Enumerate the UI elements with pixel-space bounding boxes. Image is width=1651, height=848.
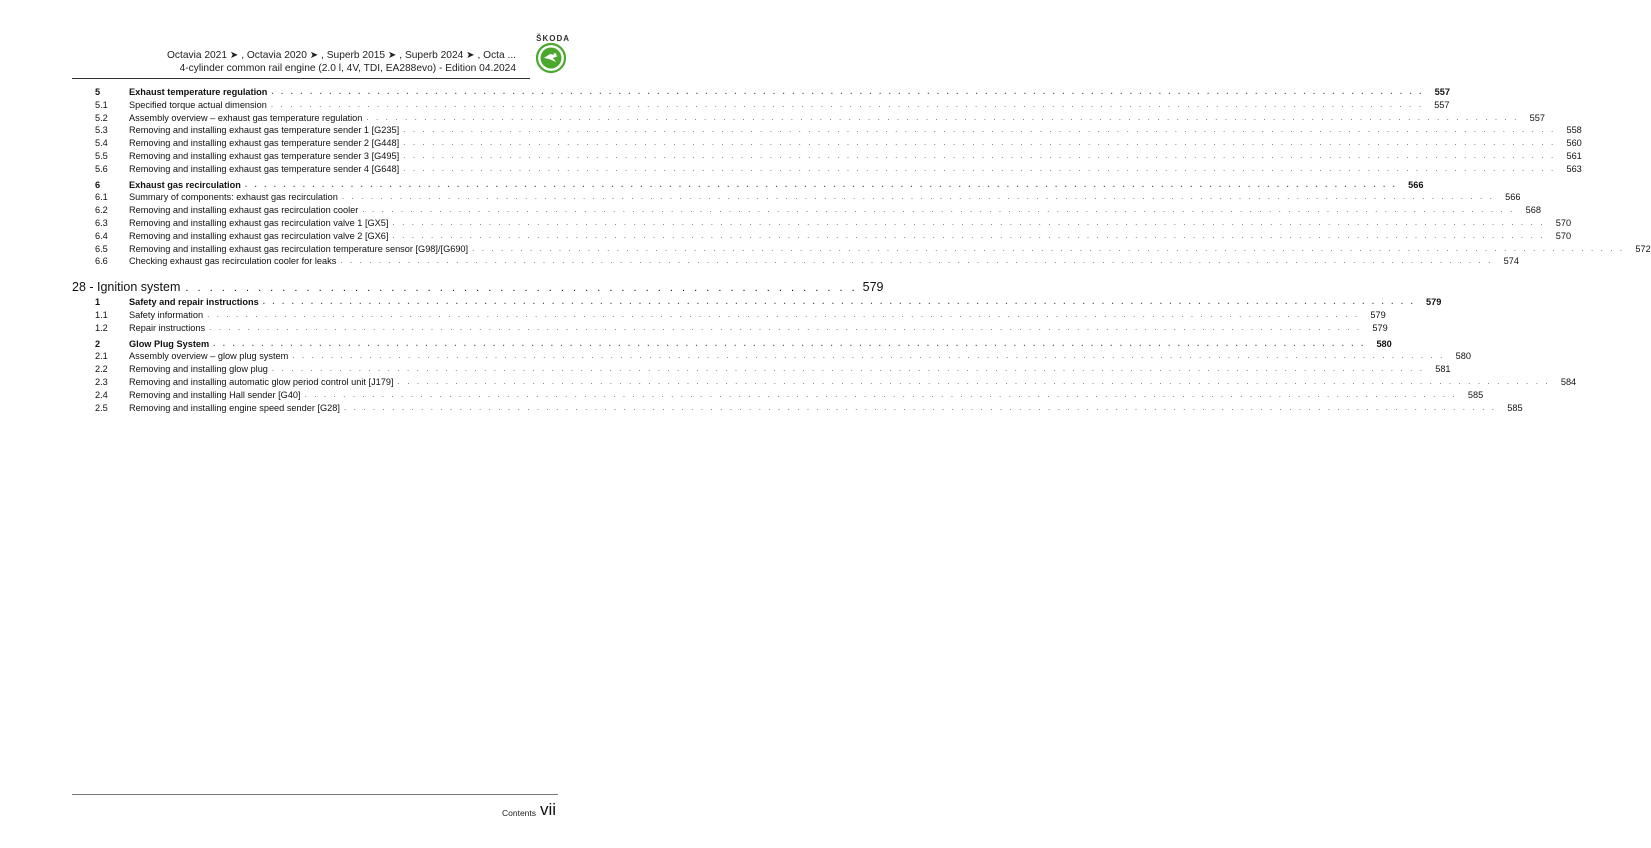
toc-entry[interactable]: [95, 309, 1386, 322]
entry-page: 580: [1455, 351, 1471, 362]
leader-dots: . . . . . . . . . . . . . . . . . . . . . . . . . . . . . . . . . . . . . . . . . . . . . . . . . . . . . . . . . . . . . . . . . . . . . . . . . . . . . . . . . . . . . . . . . . . . . . . . . . . . . . . . . . . . . . . . . . . . . . . .: [403, 163, 1556, 173]
entry-page: 574: [1503, 256, 1519, 267]
toc-entry[interactable]: [95, 204, 1541, 217]
entry-page: 579: [1372, 322, 1388, 333]
entry-title: Exhaust gas recirculation: [129, 179, 241, 190]
entry-title: Checking exhaust gas recirculation cooler for leaks: [129, 256, 337, 267]
entry-title: Assembly overview – exhaust gas temperature regulation: [129, 112, 363, 123]
entry-title: Assembly overview – glow plug system: [129, 351, 289, 362]
leader-dots: . . . . . . . . . . . . . . . . . . . . . . . . . . . . . . . . . . . . . . . . . . . . . . . . . . . . . . . . . . . . . . . . . . . . . . . . . . . . . . . . . . . . . . . . . . . . . . . . . . . . . . . . . . . . . . . . . . . . . . . .: [271, 364, 1425, 374]
entry-title: Removing and installing Hall sender [G40]: [129, 389, 301, 400]
leader-dots: . . . . . . . . . . . . . . . . . . . . . . . . . . . . . . . . . . . . . . . . . . . . . . . . . . . . . . . . . . . . . . . . . . . . . . . . . . . . . . . . . . . . . . . . . . . . . . . . . . . . . . . . . . . . . . . . . . . . . . . .: [343, 402, 1497, 412]
entry-number: 6.3: [95, 217, 108, 228]
entry-number: 6.5: [95, 243, 108, 254]
footer-label: Contents: [502, 808, 537, 818]
entry-number: 5.6: [95, 163, 108, 174]
toc-entry[interactable]: [95, 350, 1471, 363]
entry-page: 568: [1525, 205, 1541, 216]
leader-dots: . . . . . . . . . . . . . . . . . . . . . . . . . . . . . . . . . . . . . . . . . . . . . . . . . . . . . . . . . . . . . . . . . . . . . . . . . . . . . . . . . . . . . . . . . . . . . . . . . . . . . . . . . . . . . . . . . . . . . . . .: [403, 138, 1556, 148]
leader-dots: . . . . . . . . . . . . . . . . . . . . . . . . . . . . . . . . . . . . . . . . . . . . . . . . . . . . . . . . . . . . . . . . . . . . . . . . . . . . . . . . . . . . . . . . . . . . . . . . . . . . . . . . . . . . . . . . . . . . . . . .: [271, 87, 1424, 96]
brand-wordmark: ŠKODA: [536, 34, 570, 43]
toc-section-2: [95, 338, 1577, 415]
entry-title: Removing and installing exhaust gas recirculation valve 1 [GX5]: [129, 217, 389, 228]
entry-title: Specified torque actual dimension: [129, 99, 267, 110]
toc-section-heading[interactable]: [95, 179, 1424, 192]
entry-page: 585: [1467, 389, 1484, 400]
toc-entry[interactable]: [95, 137, 1582, 150]
entry-page: 566: [1505, 192, 1521, 203]
entry-number: 5.1: [95, 99, 108, 110]
entry-page: 563: [1566, 163, 1582, 174]
entry-page: 557: [1529, 112, 1546, 123]
toc-entry[interactable]: [95, 124, 1582, 137]
entry-page: 572: [1635, 243, 1651, 254]
footer-page-number: vii: [540, 800, 557, 819]
leader-dots: . . . . . . . . . . . . . . . . . . . . . . . . . . . . . . . . . . . . . . . . . . . . . . . . . . . . . . . . . . . . . . . . . . . . . . . . . . . . . . . . . . . . . . . . . . . . . . . . . . . . . . . . . . . . . . . . . . . . . . . .: [270, 99, 1424, 109]
toc-section-heading[interactable]: [95, 296, 1442, 309]
footer-divider: [72, 794, 558, 795]
toc-section-heading[interactable]: [95, 86, 1450, 99]
toc-entry[interactable]: [95, 99, 1450, 112]
leader-dots: . . . . . . . . . . . . . . . . . . . . . . . . . . . . . . . . . . . . . . . . . . . . . . . . . . . . . . . . . . . . . . . . . . . . . . . . . . . . . . . . . . . . . . . . . . . . . . . . . . . . . . . . . . . . . . . . . . . . . . . .: [340, 256, 1493, 266]
entry-number: 2: [95, 338, 101, 349]
entry-number: 6: [95, 179, 101, 190]
toc-section-heading[interactable]: [95, 338, 1392, 351]
leader-dots: . . . . . . . . . . . . . . . . . . . . . . . . . . . . . . . . . . . . . . . . . . . . . . . . . . . . . . . . . . . . . . . . . . . . . . . . . . . . . . . . . . . . . . . . . . . . . . . . . . . . . . . . . . . . . . . . . . . . . . . .: [292, 351, 1445, 361]
entry-page: 570: [1555, 217, 1572, 228]
chapter-title: 28 - Ignition system: [72, 280, 181, 295]
entry-title: Removing and installing exhaust gas temperature sender 1 [G235]: [129, 125, 400, 136]
entry-title: Summary of components: exhaust gas recirculation: [129, 192, 338, 203]
toc-section-1: [95, 296, 1442, 334]
entry-number: 6.4: [95, 230, 108, 241]
entry-page: 557: [1434, 87, 1450, 97]
leader-dots: . . . . . . . . . . . . . . . . . . . . . . . . . . . . . . . . . . . . . . . . . . . . . . . . . . . . . . . . . . . . . . . . . . . . . . . . . . . . . . . . . . . . . . . . . . . . . . . . . . . . . . . . . . . . . . . . . . . . . . . .: [341, 192, 1495, 202]
entry-number: 2.3: [95, 376, 108, 387]
header-models-line: Octavia 2021 ➤ , Octavia 2020 ➤ , Superb 2015 ➤ , Superb 2024 ➤ , Octa ...: [166, 50, 516, 61]
toc-entry[interactable]: [95, 389, 1484, 402]
toc-chapter-28[interactable]: [72, 276, 884, 295]
entry-number: 5: [95, 87, 101, 97]
entry-number: 6.1: [95, 192, 108, 203]
entry-number: 6.6: [95, 256, 108, 267]
toc-section-5: [95, 86, 1582, 176]
entry-title: Glow Plug System: [129, 338, 210, 349]
entry-number: 1: [95, 297, 101, 308]
leader-dots: . . . . . . . . . . . . . . . . . . . . . . . . . . . . . . . . . . . . . . . . . . . . . . . . . . . . . . . . . . . . . . . . . . . . . . . . . . . . . . . . . . . . . . . . . . . . . . . . . . . . . . . . . . . . . . . . . . . . . . . .: [397, 376, 1551, 386]
entry-page: 580: [1376, 338, 1392, 349]
entry-page: 566: [1408, 179, 1424, 190]
entry-title: Removing and installing automatic glow period control unit [J179]: [129, 376, 394, 387]
entry-page: 557: [1434, 99, 1450, 110]
entry-title: Safety and repair instructions: [129, 297, 259, 308]
leader-dots: . . . . . . . . . . . . . . . . . . . . . . . . . . . . . . . . . . . . . . . . . . . . . . . . . . . . . . . . . . . . . . . . . . . . . . . . . . . . . . . . . . . . . . . . . . . . . . . . . . . . . . . . . . . . . . . . . . . . . . . .: [244, 179, 1398, 189]
leader-dots: . . . . . . . . . . . . . . . . . . . . . . . . . . . . . . . . . . . . . . . . . . . . . . . . . . . . . . . . . . . . . . . . . . . . . . . . . . . . . . . . . . . . . . . . . . . . . . . . . . . . . . . . . . . . . . . . . . . . . . . .: [472, 243, 1625, 253]
entry-title: Removing and installing exhaust gas recirculation temperature sensor [G98]/[G690]: [129, 243, 469, 254]
entry-page: 579: [1370, 309, 1386, 320]
entry-page: 579: [1425, 297, 1442, 308]
table-of-contents: [72, 86, 1651, 414]
entry-number: 5.3: [95, 125, 108, 136]
entry-title: Repair instructions: [129, 322, 206, 333]
entry-title: Removing and installing exhaust gas recirculation valve 2 [GX6]: [129, 230, 389, 241]
leader-dots: . . . . . . . . . . . . . . . . . . . . . . . . . . . . . . . . . . . . . . . . . . . . . . . . . . . . . . . . . . . . . . . . . . . . . . . . . . . . . . . . . . . . . . . . . . . . . . . . . . . . . . . . . . . . . . . . . . . . . . . .: [262, 297, 1416, 307]
entry-page: 584: [1560, 376, 1577, 387]
toc-entry[interactable]: [95, 191, 1521, 204]
leader-dots: . . . . . . . . . . . . . . . . . . . . . . . . . . . . . . . . . . . . . . . . . . . . . . . . . . . . . . . . . . . . . . . . . . . . . . . . . . . . . . . . . . . . . . . . . . . . . . . . . . . . . . . . . . . . . . . . . . . . . . . .: [207, 309, 1360, 319]
entry-page: 558: [1566, 125, 1582, 136]
entry-title: Removing and installing exhaust gas temperature sender 4 [G648]: [129, 163, 400, 174]
toc-entry[interactable]: [95, 402, 1523, 415]
leader-dots: . . . . . . . . . . . . . . . . . . . . . . . . . . . . . . . . . . . . . . . . . . . . . . . . . . . . . . . . . . . . . . . . . . . . . . . . . . . . . . . . . . . . . . . . . . . . . . . . . . . . . . . . . . . . . . . . . . . . . . . .: [213, 338, 1366, 348]
toc-entry[interactable]: [95, 255, 1519, 268]
leader-dots: . . . . . . . . . . . . . . . . . . . . . . . . . . . . . . . . . . . . . . . . . . . . . . . . . . . . . . . . . . . . . . . . . . . . . . . . . . . . . . . . . . . . . . . . . . . . . . . . . . . . . . . . . . . . . . . . . . . . . . . .: [392, 230, 1546, 240]
header-engine-line: 4-cylinder common rail engine (2.0 l, 4V, TDI, EA288evo) - Edition 04.2024: [179, 63, 516, 74]
toc-entry[interactable]: [95, 163, 1582, 176]
entry-number: 5.2: [95, 112, 108, 123]
leader-dots: . . . . . . . . . . . . . . . . . . . . . . . . . . . . . . . . . . . . . . . . . . . . . . . . . . . . . . . . . . . . . . . . . . . . . . . . . . . . . . . . . . . . . . . . . . . . . . . . . . . . . . . . . . . . . . . . . . . . . . . .: [403, 150, 1556, 160]
entry-number: 2.2: [95, 364, 108, 375]
entry-number: 2.4: [95, 389, 108, 400]
entry-title: Safety information: [129, 309, 204, 320]
entry-title: Removing and installing exhaust gas temperature sender 3 [G495]: [129, 150, 400, 161]
entry-number: 1.1: [95, 309, 108, 320]
entry-title: Removing and installing glow plug: [129, 364, 268, 375]
entry-page: 585: [1507, 402, 1523, 413]
toc-entry[interactable]: [95, 230, 1572, 243]
entry-number: 5.5: [95, 150, 108, 161]
toc-entry[interactable]: [95, 243, 1651, 256]
toc-entry[interactable]: [95, 112, 1546, 125]
entry-title: Removing and installing engine speed sender [G28]: [129, 402, 340, 413]
leader-dots: . . . . . . . . . . . . . . . . . . . . . . . . . . . . . . . . . . . . . . . . . . . . . . . . . . . . . . . . . . . . . . . . . . . . . . . . . . . . . . . . . . . . . . . . . . . . . . . . . . . . . . . . . . . . . . . . . . . . . . . .: [392, 217, 1546, 227]
leader-dots: . . . . . . . . . . . . . . . . . . . . . . . . . . . . . . . . . . . . . . . . . . . . . . . . . . . . . . . . . . . . . . . . . . . . . . . . . . . . . . . . . . . . . . . . . . . . . . . . . . . . . . . . . . . . . . . . . . . . . . . .: [403, 125, 1556, 135]
toc-entry[interactable]: [95, 217, 1572, 230]
entry-title: Removing and installing exhaust gas recirculation cooler: [129, 205, 359, 216]
header-divider: [72, 78, 530, 79]
entry-page: 560: [1566, 138, 1582, 149]
entry-number: 6.2: [95, 205, 108, 216]
leader-dots: . . . . . . . . . . . . . . . . . . . . . . . . . . . . . . . . . . . . . . . . . . . . . . . . . . . . . . . . . . . . . . . . . . . . . . . . . . . . . . . . . . . . . . . . . . . . . . . . . . . . . . . . . . . . . . . . . . . . . . . .: [366, 112, 1520, 122]
page-header: [0, 0, 600, 80]
toc-entry[interactable]: [95, 363, 1451, 376]
entry-title: Exhaust temperature regulation: [129, 87, 268, 97]
skoda-logo-icon: [536, 43, 566, 73]
entry-number: 5.4: [95, 138, 108, 149]
leader-dots: . . . . . . . . . . . . . . . . . . . . . . . . . . . . . . . . . . . . . . . . . . . . . . . . . . . . . . . . . . . . . . . . . . . . . . . . . . . . . . . . . . . . . . . . . . . . . . . . . . . . . . . . . . . . . . . . . . . . . . . .: [304, 389, 1458, 399]
toc-entry[interactable]: [95, 376, 1577, 389]
entry-number: 2.1: [95, 351, 108, 362]
entry-page: 581: [1435, 364, 1451, 375]
entry-number: 1.2: [95, 322, 108, 333]
chapter-page: 579: [862, 280, 884, 295]
entry-page: 561: [1566, 150, 1582, 161]
leader-dots: . . . . . . . . . . . . . . . . . . . . . . . . . . . . . . . . . . . . . . . . . . . . . . . . . . . . . . . . . . . . . . . . . . . . . . . . . . . . . . . . . . . . . . . . . . . . . . . . . . . . . . . . . . . . . . . . . . . . . . . .: [362, 205, 1515, 215]
entry-page: 570: [1555, 230, 1572, 241]
entry-title: Removing and installing exhaust gas temperature sender 2 [G448]: [129, 138, 400, 149]
toc-entry[interactable]: [95, 322, 1388, 335]
entry-number: 2.5: [95, 402, 108, 413]
leader-dots: . . . . . . . . . . . . . . . . . . . . . . . . . . . . . . . . . . . . . . . . . . . . . . . . . . . . . . . .: [185, 282, 858, 295]
toc-entry[interactable]: [95, 150, 1582, 163]
leader-dots: . . . . . . . . . . . . . . . . . . . . . . . . . . . . . . . . . . . . . . . . . . . . . . . . . . . . . . . . . . . . . . . . . . . . . . . . . . . . . . . . . . . . . . . . . . . . . . . . . . . . . . . . . . . . . . . . . . . . . . . .: [209, 322, 1362, 332]
toc-section-6: [95, 179, 1651, 269]
